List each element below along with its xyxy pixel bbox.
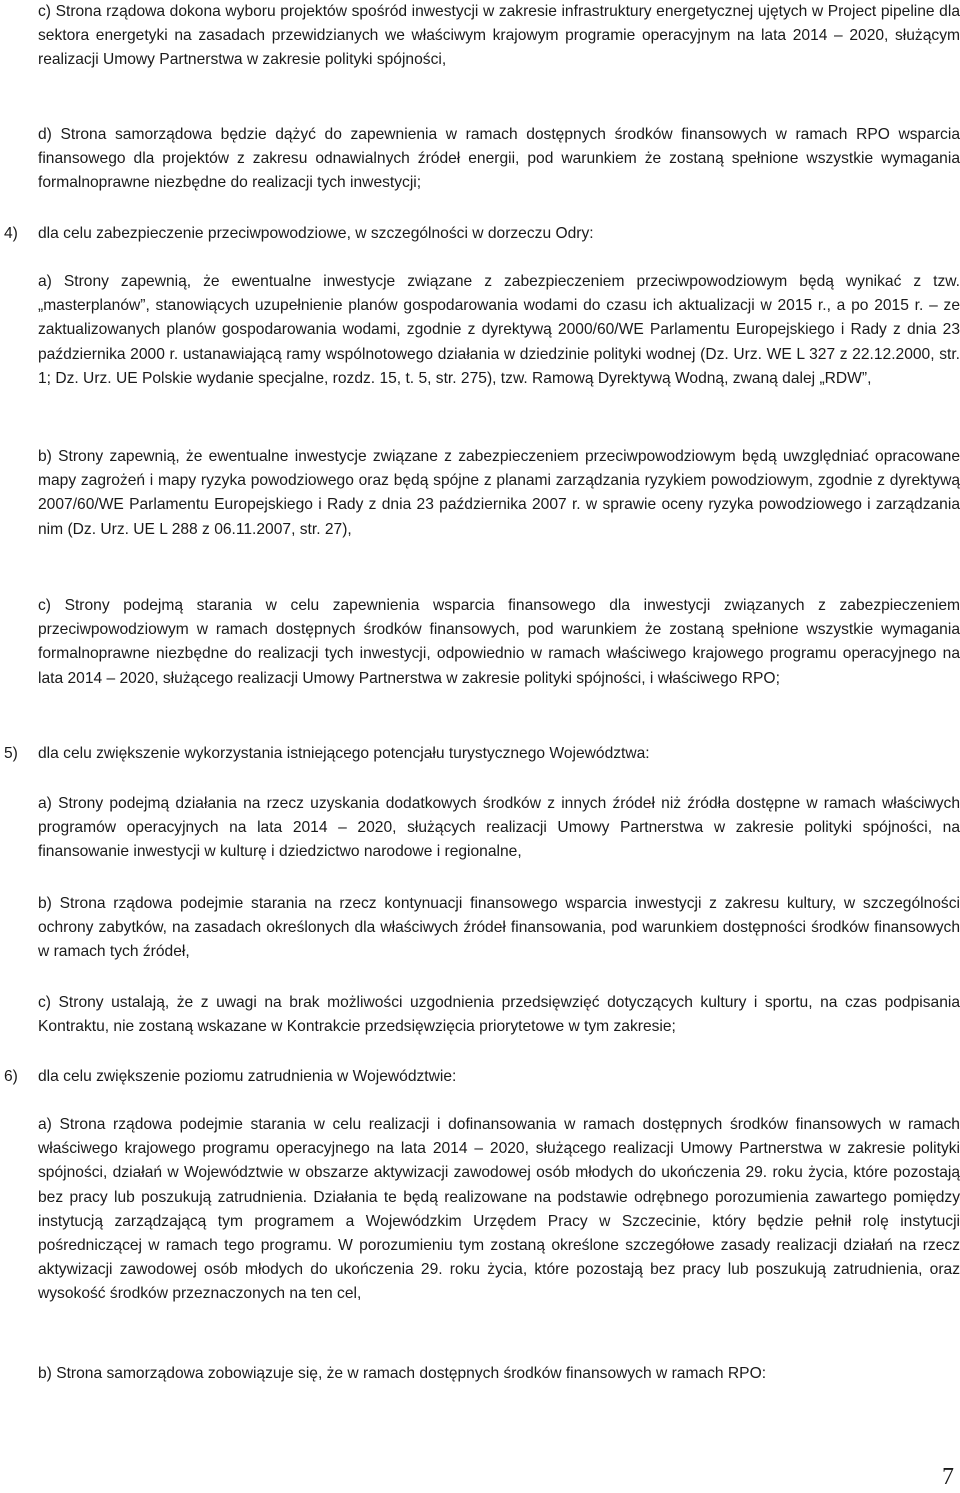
item-number-6: 6) [4, 1068, 18, 1085]
paragraph-5b: b) Strona rządowa podejmie starania na rzecz kontynuacji finansowego wsparcia inwestycji z zakresu kultury, w szczególności ochrony zabytków, na zasadach określonych dla właściwych źródeł finansowania, pod warunkiem dostępności środków finansowych w ramach tych źródeł, [38, 895, 960, 961]
item-intro-4: dla celu zabezpieczenie przeciwpowodziowe, w szczególności w dorzeczu Odry: [38, 225, 594, 242]
paragraph-5c: c) Strony ustalają, że z uwagi na brak możliwości uzgodnienia przedsięwzięć dotyczących kultury i sportu, na czas podpisania Kontraktu, nie zostaną wskazane w Kontrakcie przedsięwzięcia priorytetowe w tym zakresie; [38, 994, 960, 1036]
item-number-4: 4) [4, 225, 18, 242]
paragraph-5a: a) Strony podejmą działania na rzecz uzyskania dodatkowych środków z innych źródeł niż źródła dostępne w ramach właściwych programów operacyjnych na lata 2014 – 2020, służących realizacji Umowy Partnerstwa w zakresie polityki spójności, na finansowanie inwestycji w kulturę i dziedzictwo narodowe i regionalne, [38, 795, 960, 861]
item-number-5: 5) [4, 745, 18, 762]
paragraph-4b: b) Strony zapewnią, że ewentualne inwestycje związane z zabezpieczeniem przeciwpowodziowym będą uwzględniać opracowane mapy zagrożeń i mapy ryzyka powodziowego oraz będą spójne z planami zarządzania ryzykiem powodziowym, zgodnie z dyrektywą 2007/60/WE Parlamentu Europejskiego i Rady z dnia 23 października 2007 r. w sprawie oceny ryzyka powodziowego i zarządzania nim (Dz. Urz. UE L 288 z 06.11.2007, str. 27), [38, 448, 960, 538]
paragraph-4c: c) Strony podejmą starania w celu zapewnienia wsparcia finansowego dla inwestycji związanych z zabezpieczeniem przeciwpowodziowym w ramach dostępnych środków finansowych, pod warunkiem że zostaną spełnione wszystkie wymagania formalnoprawne niezbędne do realizacji tych inwestycji, odpowiednio w ramach właściwego krajowego programu operacyjnego na lata 2014 – 2020, służącego realizacji Umowy Partnerstwa w zakresie polityki spójności, i właściwego RPO; [38, 597, 960, 687]
paragraph-3c: c) Strona rządowa dokona wyboru projektów spośród inwestycji w zakresie infrastruktury energetycznej ujętych w Project pipeline dla sektora energetyki na zasadach przewidzianych we właściwym krajowym programie operacyjnym na lata 2014 – 2020, służącym realizacji Umowy Partnerstwa w zakresie polityki spójności, [38, 3, 960, 69]
page-number: 7 [942, 1463, 954, 1490]
item-intro-5: dla celu zwiększenie wykorzystania istniejącego potencjału turystycznego Województwa: [38, 745, 650, 762]
paragraph-3d: d) Strona samorządowa będzie dążyć do zapewnienia w ramach dostępnych środków finansowych w ramach RPO wsparcia finansowego dla projektów z zakresu odnawialnych źródeł energii, pod warunkiem że zostaną spełnione wszystkie wymagania formalnoprawne niezbędne do realizacji tych inwestycji; [38, 126, 960, 192]
item-intro-6: dla celu zwiększenie poziomu zatrudnienia w Województwie: [38, 1068, 457, 1085]
paragraph-6a: a) Strona rządowa podejmie starania w celu realizacji i dofinansowania w ramach dostępnych środków finansowych w ramach właściwego krajowego programu operacyjnego na lata 2014 – 2020, służącego realizacji Umowy Partnerstwa w zakresie polityki spójności, działań w Województwie w obszarze aktywizacji zawodowej osób młodych do ukończenia 29. roku życia, które pozostają bez pracy lub poszukują zatrudnienia. Działania te będą realizowane na podstawie odrębnego porozumienia zawartego pomiędzy instytucją zarządzającą tym programem a Wojewódzkim Urzędem Pracy w Szczecinie, który będzie pełnił rolę instytucji pośredniczącej w ramach tego programu. W porozumieniu tym zostaną określone szczegółowe zasady realizacji działań na rzecz aktywizacji zawodowej osób młodych do ukończenia 29. roku życia, które pozostają bez pracy lub poszukują zatrudnienia, oraz wysokość środków przeznaczonych na ten cel, [38, 1116, 960, 1303]
paragraph-6b: b) Strona samorządowa zobowiązuje się, że w ramach dostępnych środków finansowych w ramach RPO: [38, 1365, 767, 1382]
paragraph-4a: a) Strony zapewnią, że ewentualne inwestycje związane z zabezpieczeniem przeciwpowodziowym będą wynikać z tzw. „masterplanów”, stanowiących uzupełnienie planów gospodarowania wodami do czasu ich aktualizacji w 2015 r., a po 2015 r. – ze zaktualizowanych planów gospodarowania wodami, zgodnie z dyrektywą 2000/60/WE Parlamentu Europejskiego i Rady z dnia 23 października 2000 r. ustanawiającą ramy wspólnotowego działania w dziedzinie polityki wodnej (Dz. Urz. WE L 327 z 22.12.2000, str. 1; Dz. Urz. UE Polskie wydanie specjalne, rozdz. 15, t. 5, str. 275), tzw. Ramową Dyrektywą Wodną, zwaną dalej „RDW”, [38, 273, 960, 387]
